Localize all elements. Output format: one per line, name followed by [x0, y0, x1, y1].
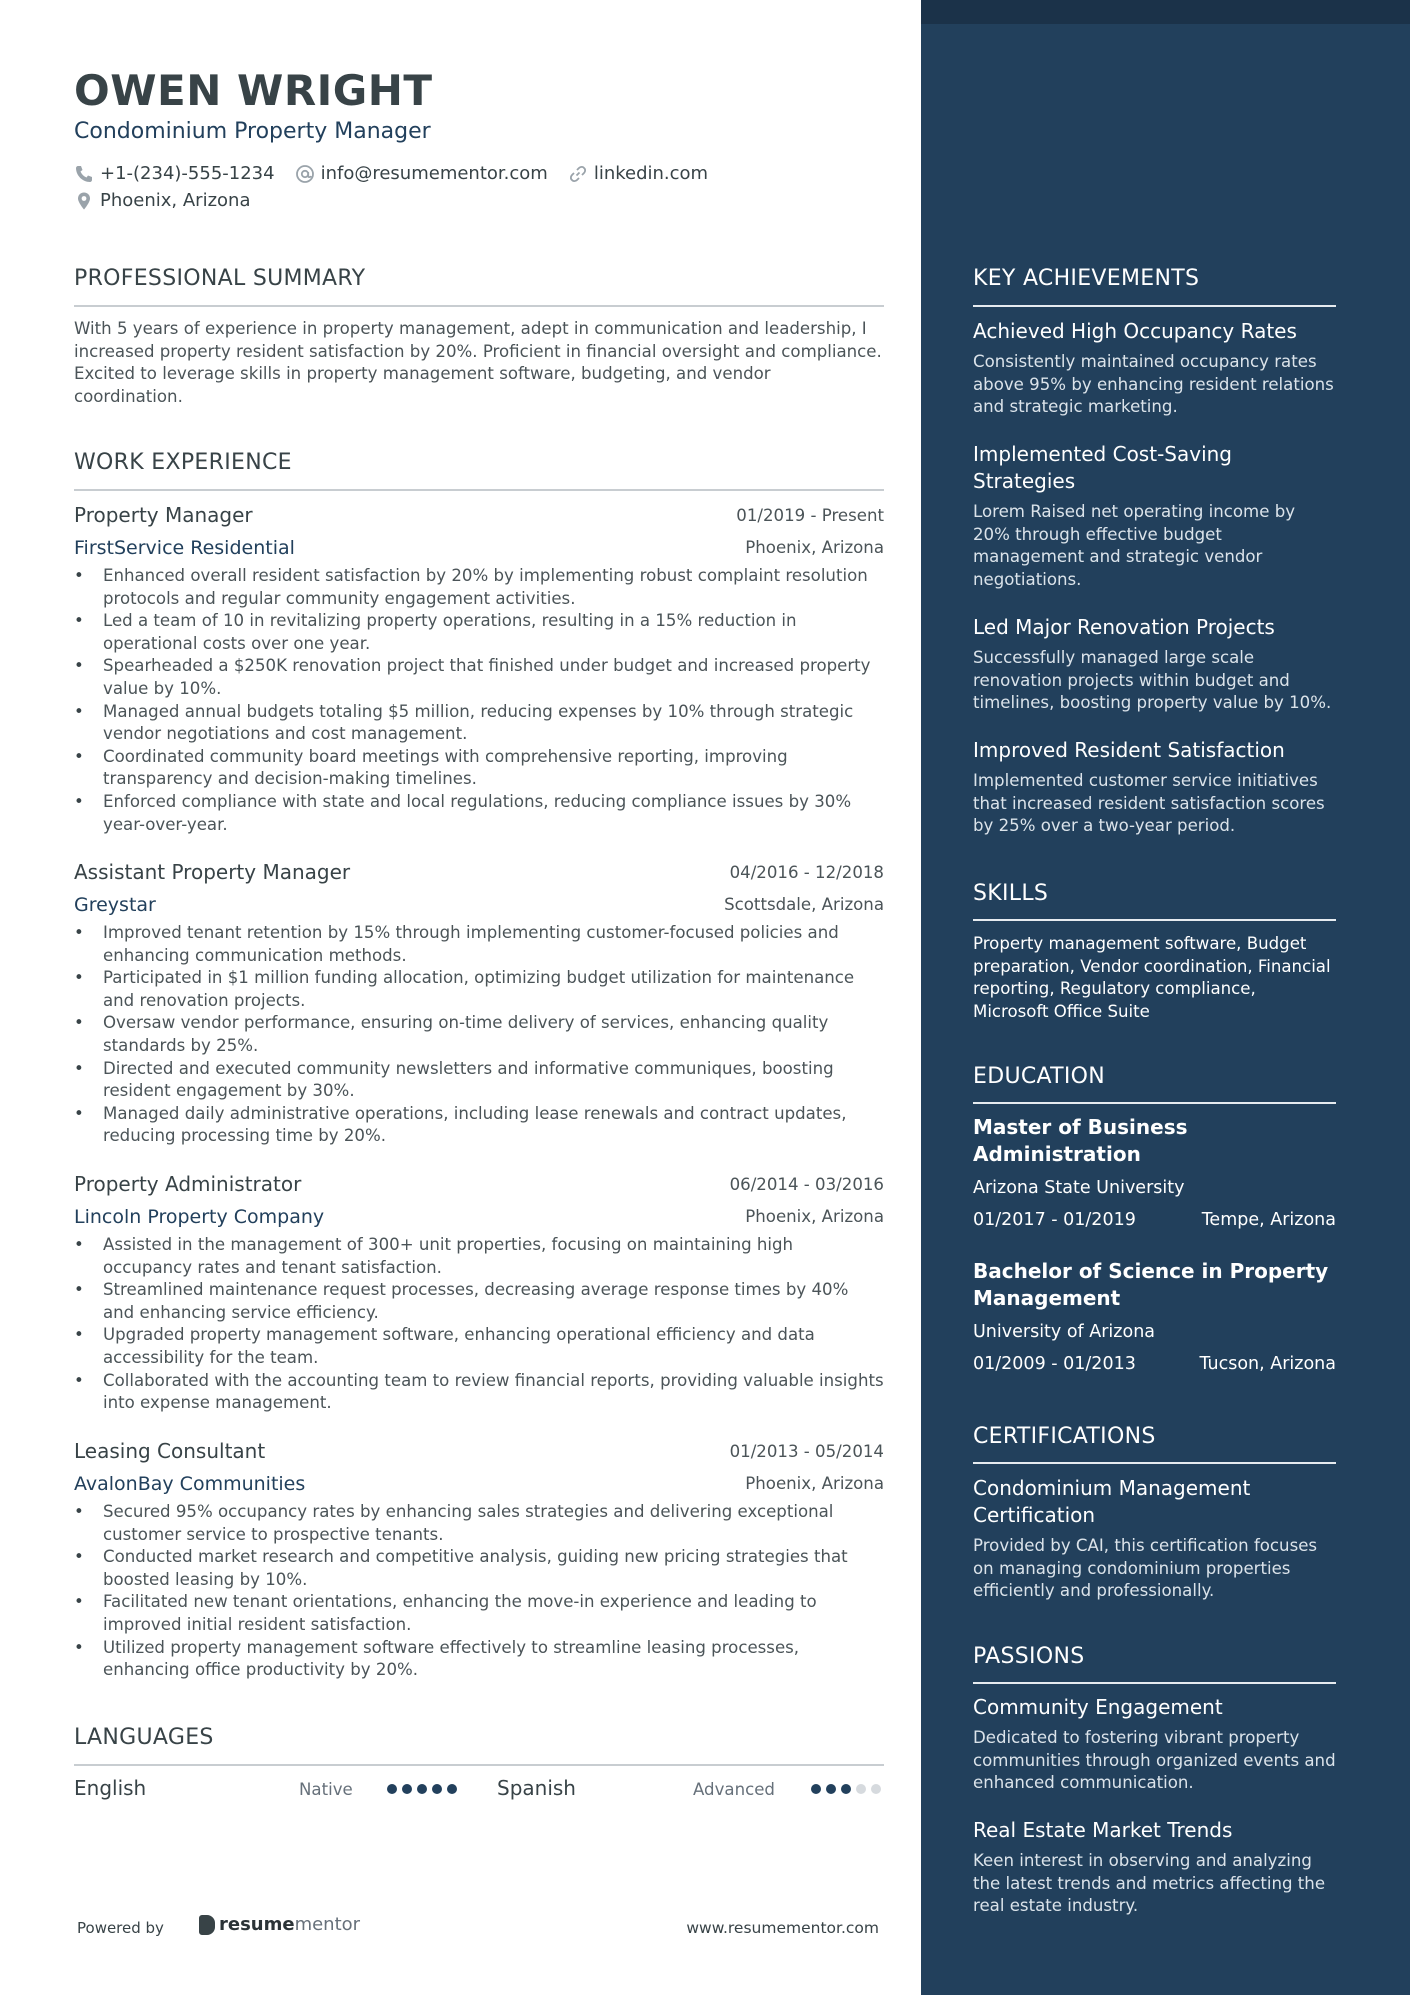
phone-text: +1-(234)-555-1234 [100, 162, 275, 184]
rating-dot-empty [871, 1784, 881, 1794]
skills-heading: SKILLS [973, 881, 1049, 906]
passions-heading: PASSIONS [973, 1644, 1085, 1669]
resumementor-logo-icon [199, 1915, 215, 1935]
certification-title: Condominium Management Certification [973, 1476, 1251, 1527]
contact-info [74, 160, 728, 214]
email-text: info@resumementor.com [320, 162, 548, 184]
language-rating [387, 1784, 462, 1794]
skills-list [973, 933, 1336, 1023]
candidate-role: Condominium Property Manager [74, 119, 431, 144]
achievement-title: Implemented Cost-Saving Strategies [973, 442, 1232, 493]
website-link[interactable]: www.resumementor.com [686, 1919, 879, 1937]
rating-dot-filled [387, 1784, 397, 1794]
candidate-name: OWEN WRIGHT [74, 66, 433, 115]
sidebar-top-bar [921, 0, 1410, 24]
brand-logo[interactable] [199, 1914, 360, 1935]
job-company: AvalonBay Communities [74, 1473, 306, 1495]
summary-divider [74, 305, 884, 307]
achievements-heading: KEY ACHIEVEMENTS [973, 266, 1200, 291]
rating-dot-filled [447, 1784, 457, 1794]
job-dates: 01/2013 - 05/2014 [729, 1442, 884, 1461]
bullet-item: • Enhanced overall resident satisfaction by 20% by implementing robust complaint resolution protocols and regular community engagement activities. [74, 565, 884, 610]
email-contact[interactable] [295, 161, 548, 187]
education-dates: 01/2017 - 01/2019 [973, 1210, 1136, 1230]
skills-divider [973, 919, 1336, 921]
bullet-item: • Managed daily administrative operations, including lease renewals and contract updates, reducing processing time by 20%. [74, 1103, 884, 1148]
passion-title: Community Engagement [973, 1695, 1223, 1719]
achievement-text: Successfully managed large scale renovation projects within budget and timelines, boosting property value by 10%. [973, 648, 1332, 713]
experience-heading: WORK EXPERIENCE [74, 450, 292, 475]
job-title: Property Administrator [74, 1172, 302, 1196]
passion-item [973, 1694, 1336, 1795]
passions-divider [973, 1682, 1336, 1684]
language-rating [811, 1784, 886, 1794]
languages-divider [74, 1764, 884, 1766]
skills-text: Property management software, Budget preparation, Vendor coordination, Financial reporting, Regulatory compliance, Microsoft Office Suite [973, 934, 1331, 1021]
passion-item [973, 1817, 1336, 1918]
achievement-title: Improved Resident Satisfaction [973, 738, 1285, 762]
education-degree: Master of Business Administration [973, 1115, 1188, 1166]
summary-text: With 5 years of experience in property management, adept in communication and leadership, I increased property resident satisfaction by 20%. Proficient in financial oversight and compliance. Excited to leverage skills in property management software, budgeting, and vendor coordination. [74, 319, 882, 406]
bullet-item: • Assisted in the management of 300+ unit properties, focusing on maintaining high occupancy rates and tenant satisfaction. [74, 1234, 884, 1279]
passion-text: Dedicated to fostering vibrant property communities through organized events and enhanced communication. [973, 1728, 1336, 1793]
achievement-title: Achieved High Occupancy Rates [973, 319, 1297, 343]
experience-divider [74, 489, 884, 491]
achievement-text: Consistently maintained occupancy rates above 95% by enhancing resident relations and strategic marketing. [973, 352, 1334, 417]
certification-item [973, 1475, 1336, 1603]
rating-dot-filled [811, 1784, 821, 1794]
certifications-heading: CERTIFICATIONS [973, 1424, 1156, 1449]
location-contact [74, 188, 250, 214]
education-heading: EDUCATION [973, 1064, 1106, 1089]
bullet-item: • Facilitated new tenant orientations, enhancing the move-in experience and leading to improved initial resident satisfaction. [74, 1591, 884, 1636]
education-item [973, 1114, 1336, 1234]
job-entry [74, 1170, 884, 1415]
bullet-item: • Directed and executed community newsletters and informative communiques, boosting resident engagement by 30%. [74, 1058, 884, 1103]
education-location: Tucson, Arizona [1199, 1354, 1336, 1374]
bullet-item: • Collaborated with the accounting team to review financial reports, providing valuable insights into expense management. [74, 1370, 884, 1415]
job-location: Scottsdale, Arizona [724, 895, 884, 914]
location-pin-icon [74, 191, 94, 211]
bullet-item: • Led a team of 10 in revitalizing property operations, resulting in a 15% reduction in operational costs over one year. [74, 610, 884, 655]
bullet-item: • Conducted market research and competitive analysis, guiding new pricing strategies that boosted leasing by 10%. [74, 1546, 884, 1591]
achievement-item [973, 614, 1336, 715]
rating-dot-filled [432, 1784, 442, 1794]
bullet-item: • Streamlined maintenance request processes, decreasing average response times by 40% and enhancing service efficiency. [74, 1279, 884, 1324]
job-location: Phoenix, Arizona [745, 1474, 884, 1493]
at-icon [295, 164, 315, 184]
achievement-title: Led Major Renovation Projects [973, 615, 1275, 639]
phone-icon [74, 164, 94, 184]
rating-dot-filled [402, 1784, 412, 1794]
sidebar [921, 0, 1410, 1995]
bullet-item: • Spearheaded a $250K renovation project that finished under budget and increased property value by 10%. [74, 655, 884, 700]
job-dates: 01/2019 - Present [736, 506, 884, 525]
job-dates: 06/2014 - 03/2016 [729, 1175, 884, 1194]
achievement-item [973, 318, 1336, 419]
certification-text: Provided by CAI, this certification focuses on managing condominium properties efficiently and professionally. [973, 1536, 1318, 1601]
job-bullets [74, 1501, 884, 1682]
brand-name-part: resume [219, 1914, 295, 1935]
rating-dot-empty [856, 1784, 866, 1794]
job-bullets [74, 1234, 884, 1415]
bullet-item: • Participated in $1 million funding allocation, optimizing budget utilization for maintenance and renovation projects. [74, 967, 884, 1012]
language-level: Advanced [693, 1780, 775, 1799]
bullet-item: • Secured 95% occupancy rates by enhancing sales strategies and delivering exceptional customer service to prospective tenants. [74, 1501, 884, 1546]
bullet-item: • Managed annual budgets totaling $5 million, reducing expenses by 10% through strategic vendor negotiations and cost management. [74, 701, 884, 746]
job-dates: 04/2016 - 12/2018 [729, 863, 884, 882]
job-company: Greystar [74, 894, 156, 916]
job-location: Phoenix, Arizona [745, 1207, 884, 1226]
rating-dot-filled [417, 1784, 427, 1794]
achievement-text: Lorem Raised net operating income by 20% through effective budget management and strategic vendor negotiations. [973, 502, 1296, 589]
bullet-item: • Coordinated community board meetings with comprehensive reporting, improving transparency and decision-making timelines. [74, 746, 884, 791]
achievement-item [973, 441, 1336, 591]
job-bullets [74, 922, 884, 1148]
powered-by-label: Powered by [77, 1919, 164, 1937]
bullet-item: • Utilized property management software effectively to streamline leasing processes, enhancing office productivity by 20%. [74, 1637, 884, 1682]
job-location: Phoenix, Arizona [745, 538, 884, 557]
job-company: FirstService Residential [74, 537, 295, 559]
bullet-item: • Upgraded property management software, enhancing operational efficiency and data accessibility for the team. [74, 1324, 884, 1369]
bullet-item: • Enforced compliance with state and local regulations, reducing compliance issues by 30% year-over-year. [74, 791, 884, 836]
achievement-item [973, 737, 1336, 838]
certifications-divider [973, 1462, 1336, 1464]
passion-text: Keen interest in observing and analyzing the latest trends and metrics affecting the real estate industry. [973, 1851, 1326, 1916]
summary-heading: PROFESSIONAL SUMMARY [74, 266, 366, 291]
education-dates: 01/2009 - 01/2013 [973, 1354, 1136, 1374]
language-level: Native [299, 1780, 353, 1799]
job-title: Leasing Consultant [74, 1439, 266, 1463]
location-text: Phoenix, Arizona [100, 189, 251, 211]
education-degree: Bachelor of Science in Property Management [973, 1259, 1329, 1310]
job-bullets [74, 565, 884, 836]
job-title: Assistant Property Manager [74, 860, 351, 884]
education-school: University of Arizona [973, 1322, 1156, 1342]
phone-contact[interactable] [74, 161, 275, 187]
job-entry [74, 1437, 884, 1682]
brand-name-part: mentor [294, 1914, 361, 1935]
education-school: Arizona State University [973, 1178, 1185, 1198]
linkedin-text: linkedin.com [593, 162, 709, 184]
job-entry [74, 858, 884, 1148]
language-name: English [74, 1776, 147, 1800]
education-divider [973, 1102, 1336, 1104]
linkedin-contact[interactable] [568, 161, 708, 187]
bullet-item: • Oversaw vendor performance, ensuring on-time delivery of services, enhancing quality standards by 25%. [74, 1012, 884, 1057]
language-name: Spanish [497, 1776, 576, 1800]
job-company: Lincoln Property Company [74, 1206, 325, 1228]
link-icon [568, 164, 588, 184]
rating-dot-filled [826, 1784, 836, 1794]
education-item [973, 1258, 1336, 1378]
job-title: Property Manager [74, 503, 253, 527]
languages-heading: LANGUAGES [74, 1725, 214, 1750]
bullet-item: • Improved tenant retention by 15% through implementing customer-focused policies and enhancing communication methods. [74, 922, 884, 967]
passion-title: Real Estate Market Trends [973, 1818, 1233, 1842]
rating-dot-filled [841, 1784, 851, 1794]
achievement-text: Implemented customer service initiatives that increased resident satisfaction scores by 25% over a two-year period. [973, 771, 1325, 836]
education-location: Tempe, Arizona [1201, 1210, 1336, 1230]
achievements-divider [973, 305, 1336, 307]
job-entry [74, 501, 884, 836]
